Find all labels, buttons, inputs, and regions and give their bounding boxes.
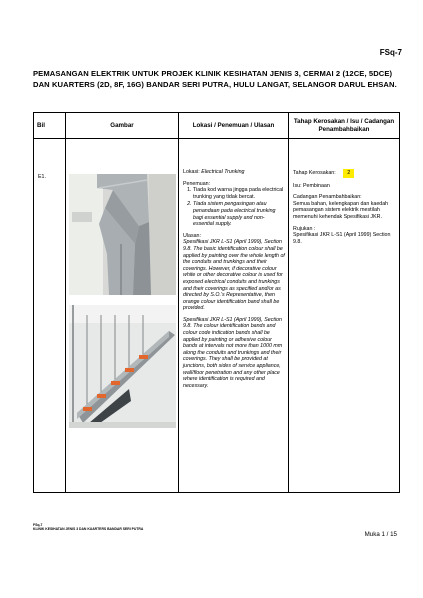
list-item: 1. Tiada kod warna jingga pada electrical trunking yang tidak bercat. <box>193 187 285 200</box>
inspection-table <box>33 112 400 493</box>
rujukan-text: Spesifikasi JKR L-S1 (April 1999) Section 9.8. <box>293 232 391 245</box>
list-item: 2. Tiada sistem pengasingan atau penandaan pada electrical trunking bagi essential supply and non-essential supply. <box>193 201 285 227</box>
severity-badge: 2 <box>343 169 354 178</box>
row-number: E1. <box>34 139 66 493</box>
lokasi-cell <box>179 139 289 493</box>
lokasi-value: Electrical Trunking <box>201 169 245 175</box>
ulasan-label: Ulasan: <box>183 232 201 239</box>
page-number: Muka 1 / 15 <box>364 531 397 538</box>
header-tahap: Tahap Kerosakan / Isu / Cadangan Penambahbaikan <box>289 113 400 139</box>
header-lokasi: Lokasi / Penemuan / Ulasan <box>179 113 289 139</box>
trunking-photo-2 <box>69 305 176 428</box>
rujukan-label: Rujukan : <box>293 225 316 232</box>
footer-code: FSq-7 <box>33 523 43 527</box>
footer-small-text <box>33 523 143 531</box>
tahap-cell <box>289 139 400 493</box>
trunking-photo-1 <box>69 174 176 295</box>
cadangan-text: Semua bahan, kelengkapan dan kaedah pemasangan sistem elektrik mestilah memenuhi kehendak Spesifikasi JKR. <box>293 200 389 220</box>
header-gambar: Gambar <box>66 113 179 139</box>
table-header-row <box>34 113 400 139</box>
isu-text: Isu: Pembinaan <box>293 182 330 189</box>
cadangan-label: Cadangan Penambahbaikan: <box>293 194 362 201</box>
photo-cell <box>66 139 179 493</box>
ulasan-paragraph-1: Spesifikasi JKR L-S1 (April 1999), Section 9.8. The basic identification colour shall be applied by painting over the whole length of the conduits and trunkings and their coverings. However, if decorative colour white or other decorative colour is used for exposed electrical conduits and trunkings and their coverings as specified and/or as directed by S.O.'s Representative, then orange colour identification band shall be provided. <box>183 239 285 312</box>
header-bil: Bil <box>34 113 66 139</box>
ulasan-paragraph-2: Spesifikasi JKR L-S1 (April 1999), Section 9.8. The colour identification bands and colour code indication bands shall be applied by painting or adhesive colour bands at intervals not more than 1000 mm along the conduits and trunkings and their coverings. They shall be provided at junctions, both sides of service appliance, wall/floor penetration and any other place where identification is required and necessary. <box>183 316 283 389</box>
tahap-label: Tahap Kerosakan: <box>293 170 336 176</box>
document-title: PEMASANGAN ELEKTRIK UNTUK PROJEK KLINIK KESIHATAN JENIS 3, CERMAI 2 (12CE, 5DCE) DAN KUARTERS (2D, 8F, 16G) BANDAR SERI PUTRA, HULU LANGAT, SELANGOR DARUL EHSAN. <box>33 69 397 89</box>
lokasi-label: Lokasi: <box>183 169 200 175</box>
footer-project: KLINIK KESIHATAN JENIS 3 DAN KUARTERS BANDAR SERI PUTRA <box>33 527 144 531</box>
table-row <box>34 139 400 493</box>
penemuan-label: Penemuan: <box>183 180 211 187</box>
penemuan-list <box>183 187 285 228</box>
document-code: FSq-7 <box>379 48 402 57</box>
